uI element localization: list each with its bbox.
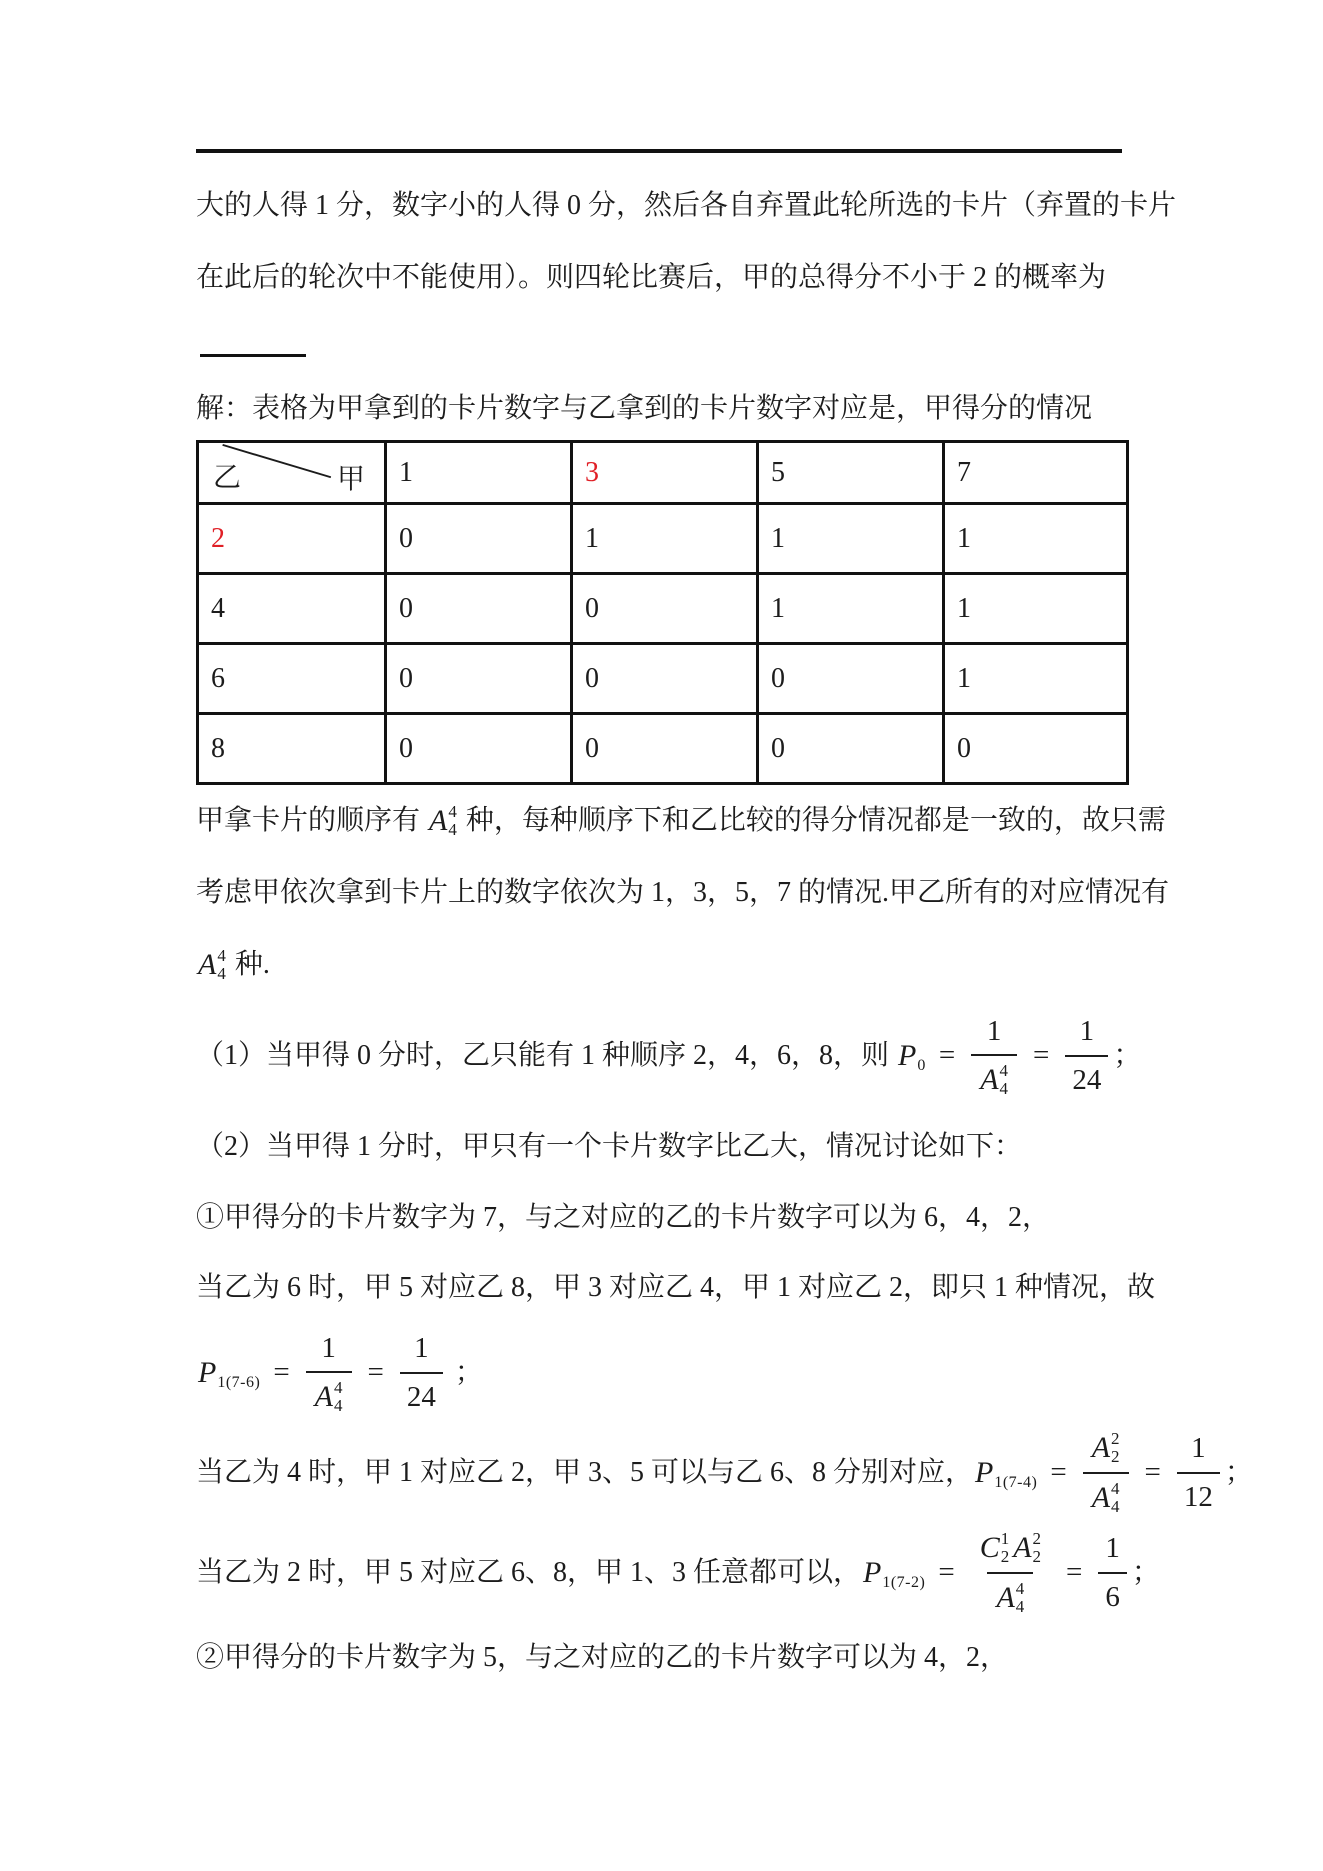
fraction-numerator — [1184, 1429, 1213, 1471]
math-script-stack — [448, 803, 457, 839]
corner-row-header: 乙 — [213, 461, 242, 493]
math-literal: = — [1066, 1556, 1083, 1589]
col-header: 3 — [572, 442, 758, 504]
document-content — [196, 170, 1253, 1693]
math-variable: P — [898, 1038, 917, 1072]
math-script-stack — [1111, 1430, 1120, 1466]
text-run: 考虑甲依次拿到卡片上的数字依次为 1，3，5，7 的情况.甲乙所有的对应情况有 — [196, 877, 1170, 909]
math-literal: 1 — [414, 1332, 429, 1365]
table-cell: 0 — [386, 504, 572, 574]
math-variable: P — [975, 1455, 994, 1489]
math-sub: 2 — [1032, 1547, 1042, 1567]
table-cell: 0 — [386, 644, 572, 714]
math-literal: 24 — [406, 1380, 436, 1413]
fraction-numerator — [314, 1329, 343, 1371]
answer-blank-line — [196, 314, 1128, 378]
problem-text-line-1 — [196, 170, 1177, 242]
subcase-7-4-line — [196, 1423, 1253, 1523]
math-sub: 2 — [1111, 1447, 1120, 1467]
math-variable: A — [1013, 1531, 1032, 1564]
math-variable-subscripted — [898, 1036, 926, 1077]
math-superscript: 4 — [217, 946, 226, 966]
table-cell: 0 — [758, 714, 944, 784]
row-header: 4 — [198, 574, 386, 644]
table-cell: 1 — [758, 504, 944, 574]
math-literal: 24 — [1072, 1063, 1102, 1096]
math-variable: C — [979, 1531, 1000, 1564]
fraction-numerator — [971, 1528, 1050, 1572]
math-fraction — [971, 1528, 1050, 1618]
case-score-1-intro — [196, 1111, 1128, 1183]
math-subscript: 1(7-2) — [882, 1574, 926, 1592]
math-script-stack — [1111, 1480, 1120, 1516]
col-header: 7 — [944, 442, 1128, 504]
math-script-stack — [1033, 1530, 1042, 1566]
order-count-line-3 — [196, 929, 1128, 1001]
math-fraction — [1098, 1529, 1127, 1616]
math-superscript: 4 — [448, 802, 457, 822]
math-literal: = — [273, 1356, 290, 1389]
math-sub: 4 — [448, 820, 457, 839]
fraction-numerator — [980, 1012, 1009, 1054]
table-cell: 1 — [944, 644, 1128, 714]
math-sub: 2 — [1000, 1547, 1010, 1567]
table-cell: 0 — [572, 644, 758, 714]
table-cell: 0 — [572, 574, 758, 644]
fraction-denominator — [971, 1054, 1017, 1101]
math-literal: 1 — [1191, 1432, 1206, 1465]
fraction-numerator — [1083, 1428, 1129, 1472]
math-sub: 4 — [1015, 1596, 1025, 1616]
math-sub: 4 — [334, 1396, 343, 1416]
text-run: 当乙为 2 时，甲 5 对应乙 6、8，甲 1、3 任意都可以， — [196, 1557, 862, 1589]
math-superscript: 4 — [334, 1378, 343, 1398]
math-literal: 12 — [1183, 1480, 1213, 1513]
fraction-numerator — [407, 1329, 436, 1371]
math-literal: = — [1033, 1039, 1050, 1072]
subcase-7-2-line — [196, 1523, 1160, 1623]
math-superscript: 2 — [1111, 1429, 1120, 1449]
subcase-1-line — [196, 1183, 1128, 1253]
text-run: 甲拿卡片的顺序有 — [196, 805, 428, 837]
math-literal: 1 — [1079, 1015, 1095, 1048]
fraction-denominator — [1065, 1055, 1108, 1100]
table-cell: 1 — [944, 504, 1128, 574]
math-permutation-symbol — [198, 945, 226, 986]
subcase-2-line — [196, 1623, 1128, 1693]
fraction-denominator — [1177, 1472, 1220, 1517]
math-permutation-symbol — [315, 1377, 343, 1418]
math-variable-subscripted — [198, 1353, 260, 1394]
fraction-denominator — [987, 1572, 1033, 1619]
text-run: 解：表格为甲拿到的卡片数字与乙拿到的卡片数字对应是，甲得分的情况 — [196, 393, 1093, 425]
problem-text-line-2 — [196, 242, 1128, 314]
math-variable: P — [198, 1355, 217, 1389]
math-script-stack — [334, 1379, 343, 1415]
math-superscript: 4 — [999, 1061, 1009, 1081]
math-literal: 6 — [1105, 1580, 1120, 1613]
table-cell: 0 — [386, 574, 572, 644]
math-fraction — [971, 1012, 1017, 1101]
table-cell: 1 — [758, 574, 944, 644]
order-count-line-2 — [196, 857, 1170, 929]
math-fraction — [1065, 1012, 1108, 1099]
table-cell: 0 — [386, 714, 572, 784]
table-row — [198, 504, 1128, 574]
table-corner-cell — [198, 442, 386, 504]
text-run: 当乙为 6 时，甲 5 对应乙 8，甲 3 对应乙 4，甲 1 对应乙 2，即只 1 种情况，故 — [196, 1272, 1156, 1304]
math-variable: A — [429, 803, 448, 837]
math-superscript: 4 — [1111, 1478, 1120, 1498]
table-row — [198, 714, 1128, 784]
row-header: 6 — [198, 644, 386, 714]
text-run: 种. — [227, 949, 270, 981]
math-superscript: 1 — [1000, 1529, 1010, 1549]
math-variable: A — [198, 947, 217, 981]
math-permutation-symbol — [1092, 1478, 1120, 1519]
math-variable: A — [996, 1580, 1015, 1614]
text-run: 当乙为 4 时，甲 1 对应乙 2，甲 3、5 可以与乙 6、8 分别对应， — [196, 1457, 974, 1489]
text-run: ； — [447, 1357, 483, 1389]
fraction-denominator — [1083, 1472, 1129, 1519]
row-header: 8 — [198, 714, 386, 784]
math-sub: 4 — [217, 964, 226, 983]
math-variable: P — [863, 1555, 882, 1589]
math-literal: = — [1144, 1456, 1161, 1489]
row-header: 2 — [198, 504, 386, 574]
fraction-numerator — [1098, 1529, 1127, 1571]
math-script-stack — [1001, 1530, 1010, 1566]
math-permutation-symbol — [980, 1060, 1008, 1101]
subcase-1-detail — [196, 1253, 1156, 1323]
table-header-row — [198, 442, 1128, 504]
math-variable: A — [1091, 1431, 1111, 1464]
page-divider-rule — [196, 149, 1122, 153]
math-fraction — [306, 1329, 352, 1418]
math-superscript: 4 — [1015, 1578, 1025, 1598]
table-row — [198, 644, 1128, 714]
math-permutation-symbol — [1013, 1528, 1041, 1569]
math-permutation-symbol — [429, 801, 457, 842]
math-literal: 1 — [986, 1014, 1002, 1047]
answer-blank — [200, 354, 306, 357]
text-run: （1）当甲得 0 分时，乙只能有 1 种顺序 2，4，6，8，则 — [196, 1040, 897, 1072]
math-superscript: 2 — [1032, 1529, 1042, 1549]
math-subscript: 0 — [917, 1057, 926, 1075]
text-run: ； — [1224, 1457, 1253, 1489]
score-table — [196, 440, 1129, 785]
fraction-denominator — [306, 1371, 352, 1418]
table-cell: 0 — [572, 714, 758, 784]
order-count-line-1 — [196, 785, 1166, 857]
corner-col-header: 甲 — [337, 463, 366, 495]
math-literal: = — [367, 1356, 384, 1389]
math-fraction — [1177, 1429, 1220, 1516]
text-run: 大的人得 1 分，数字小的人得 0 分，然后各自弃置此轮所选的卡片（弃置的卡片 — [196, 190, 1177, 222]
text-run: 种，每种顺序下和乙比较的得分情况都是一致的，故只需 — [458, 805, 1166, 837]
math-permutation-symbol — [996, 1578, 1024, 1619]
text-run: ①甲得分的卡片数字为 7，与之对应的乙的卡片数字可以为 6，4，2， — [196, 1202, 1051, 1234]
formula-p-1-7-6 — [196, 1323, 1128, 1423]
math-fraction — [1083, 1428, 1129, 1518]
math-sub: 4 — [1111, 1496, 1120, 1516]
math-variable-subscripted — [975, 1453, 1037, 1494]
table-cell: 1 — [944, 574, 1128, 644]
col-header: 1 — [386, 442, 572, 504]
math-literal: = — [938, 1556, 955, 1589]
math-variable-subscripted — [863, 1553, 925, 1594]
math-subscript: 1(7-6) — [217, 1374, 261, 1392]
math-permutation-symbol — [980, 1528, 1010, 1569]
math-script-stack — [1000, 1062, 1009, 1098]
text-run: ②甲得分的卡片数字为 5，与之对应的乙的卡片数字可以为 4，2， — [196, 1642, 1009, 1674]
math-permutation-symbol — [1092, 1428, 1120, 1469]
math-literal: 1 — [321, 1331, 336, 1364]
math-sub: 4 — [999, 1079, 1009, 1099]
math-variable: A — [1091, 1480, 1111, 1514]
case-score-0-line — [196, 1001, 1142, 1111]
solution-heading-line — [196, 378, 1128, 440]
fraction-numerator — [1073, 1012, 1102, 1054]
math-literal: = — [1050, 1456, 1067, 1489]
text-run: ； — [1113, 1040, 1142, 1072]
col-header: 5 — [758, 442, 944, 504]
math-literal: = — [938, 1039, 956, 1072]
table-cell: 0 — [758, 644, 944, 714]
text-run: （2）当甲得 1 分时，甲只有一个卡片数字比乙大，情况讨论如下： — [196, 1131, 1023, 1163]
text-run: ； — [1131, 1557, 1160, 1589]
math-variable: A — [980, 1062, 999, 1096]
math-script-stack — [217, 947, 226, 983]
math-script-stack — [1016, 1580, 1025, 1616]
fraction-denominator — [400, 1372, 443, 1417]
table-row — [198, 574, 1128, 644]
table-cell: 0 — [944, 714, 1128, 784]
table-cell: 1 — [572, 504, 758, 574]
math-fraction — [400, 1329, 443, 1416]
math-subscript: 1(7-4) — [994, 1474, 1038, 1492]
fraction-denominator — [1098, 1572, 1127, 1617]
text-run: 在此后的轮次中不能使用）。则四轮比赛后，甲的总得分不小于 2 的概率为 — [196, 262, 1107, 294]
math-literal: 1 — [1105, 1532, 1120, 1565]
math-variable: A — [314, 1379, 333, 1413]
